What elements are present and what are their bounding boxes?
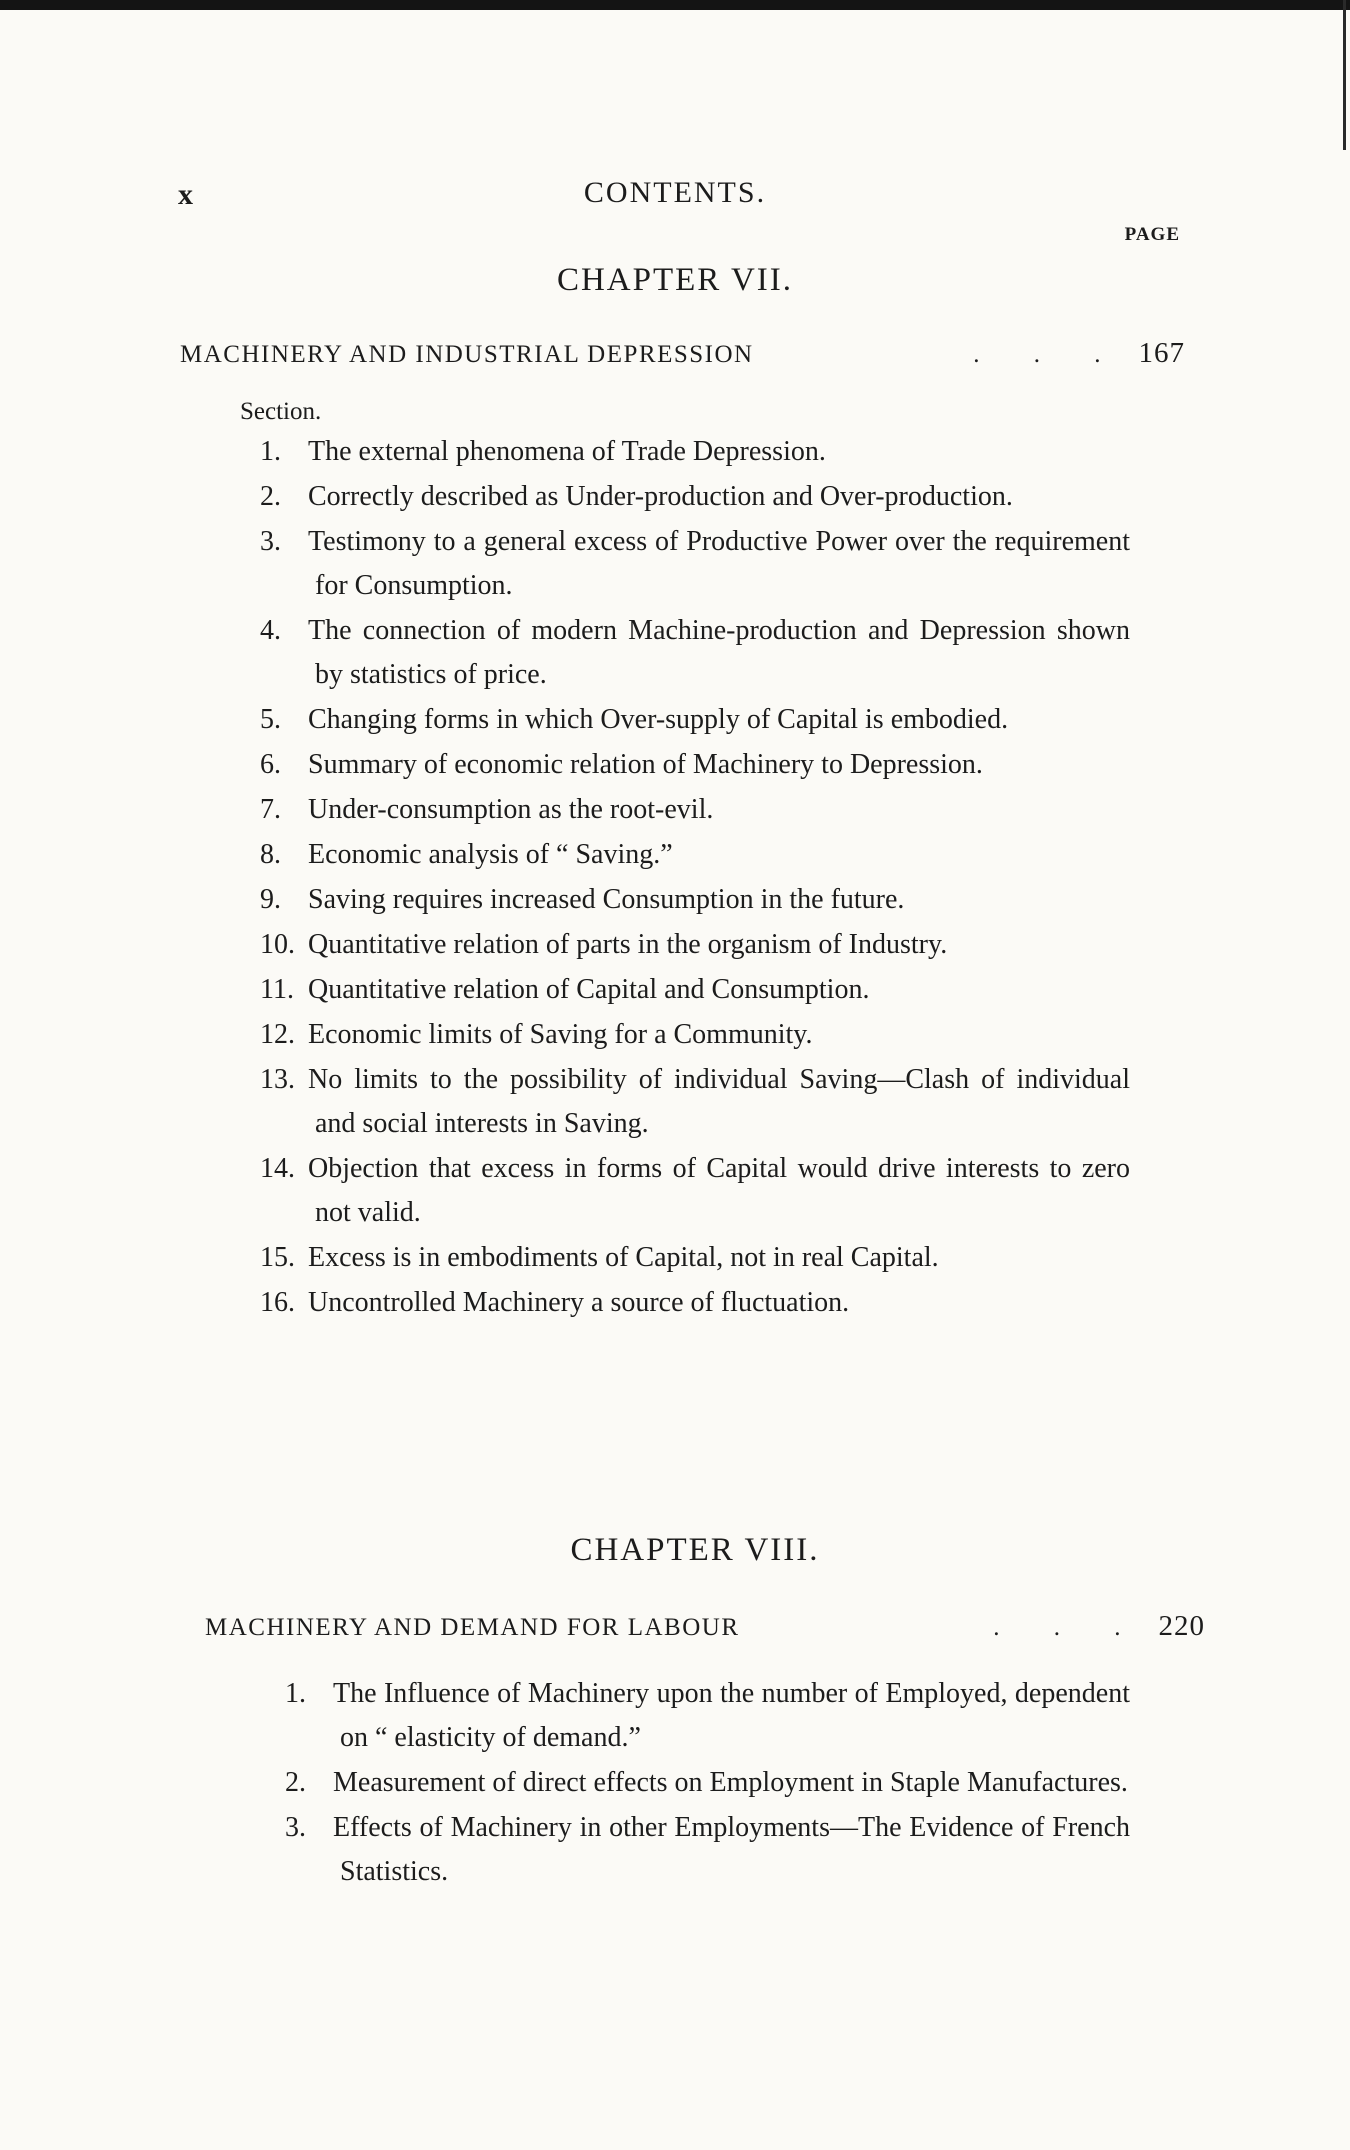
section-item — [260, 1147, 1130, 1235]
section-number: 14. — [260, 1153, 295, 1184]
section-item — [260, 609, 1130, 697]
section-text: Summary of economic relation of Machinery to Depression. — [308, 749, 983, 780]
section-item — [260, 1236, 1130, 1280]
section-number: 1. — [285, 1678, 306, 1709]
section-number: 10. — [260, 929, 295, 960]
page-number: x — [178, 178, 193, 211]
section-text: Effects of Machinery in other Employments—The Evidence of French Statistics. — [333, 1812, 1130, 1887]
chapter-8-page: 220 — [1158, 1610, 1205, 1642]
section-item — [260, 1281, 1130, 1325]
section-number: 7. — [260, 794, 281, 825]
section-number: 6. — [260, 749, 281, 780]
section-text: Testimony to a general excess of Productive Power over the requirement for Consumption. — [308, 526, 1130, 601]
section-item — [260, 923, 1130, 967]
section-number: 3. — [285, 1812, 306, 1843]
chapter-7-entry — [180, 337, 1185, 370]
section-label: Section. — [240, 398, 322, 425]
section-text: The Influence of Machinery upon the number of Employed, dependent on “ elasticity of demand.” — [333, 1678, 1130, 1753]
chapter-8-leader: . . . — [993, 1614, 1145, 1641]
section-number: 12. — [260, 1019, 295, 1050]
running-title: CONTENTS. — [583, 176, 767, 209]
chapter-8-section-list — [285, 1672, 1130, 1895]
section-number: 15. — [260, 1242, 295, 1273]
section-item — [260, 1058, 1130, 1146]
section-item — [260, 878, 1130, 922]
page-edge-mark — [1343, 0, 1346, 150]
chapter-7-page: 167 — [1138, 337, 1185, 369]
section-number: 3. — [260, 526, 281, 557]
section-text: Quantitative relation of Capital and Consumption. — [308, 974, 870, 1005]
chapter-8-title: MACHINERY AND DEMAND FOR LABOUR — [205, 1614, 740, 1641]
section-text: Objection that excess in forms of Capital would drive interests to zero not valid. — [308, 1153, 1130, 1228]
section-item — [260, 968, 1130, 1012]
section-text: Saving requires increased Consumption in the future. — [308, 884, 905, 915]
section-text: No limits to the possibility of individual Saving—Clash of individual and social interests in Saving. — [308, 1064, 1130, 1139]
section-item — [285, 1761, 1130, 1805]
chapter-7-heading: CHAPTER VII. — [556, 262, 794, 298]
section-number: 13. — [260, 1064, 295, 1095]
chapter-8-heading: CHAPTER VIII. — [570, 1532, 820, 1568]
section-text: Under-consumption as the root-evil. — [308, 794, 714, 825]
section-item — [285, 1672, 1130, 1760]
section-text: The external phenomena of Trade Depression. — [308, 436, 826, 467]
section-number: 11. — [260, 974, 294, 1005]
section-number: 2. — [260, 481, 281, 512]
section-number: 9. — [260, 884, 281, 915]
top-border — [0, 0, 1350, 10]
section-text: Excess is in embodiments of Capital, not in real Capital. — [308, 1242, 939, 1273]
section-text: Quantitative relation of parts in the organism of Industry. — [308, 929, 948, 960]
section-text: Changing forms in which Over-supply of Capital is embodied. — [308, 704, 1009, 735]
section-item — [260, 788, 1130, 832]
chapter-7-title: MACHINERY AND INDUSTRIAL DEPRESSION — [180, 341, 754, 368]
section-item — [260, 833, 1130, 877]
section-number: 16. — [260, 1287, 295, 1318]
chapter-8-entry — [205, 1610, 1205, 1643]
section-item — [260, 698, 1130, 742]
section-text: Economic analysis of “ Saving.” — [308, 839, 673, 870]
section-item — [260, 743, 1130, 787]
section-item — [260, 1013, 1130, 1057]
section-number: 8. — [260, 839, 281, 870]
section-text: Economic limits of Saving for a Community. — [308, 1019, 813, 1050]
section-text: Correctly described as Under-production and Over-production. — [308, 481, 1013, 512]
section-number: 5. — [260, 704, 281, 735]
section-item — [260, 430, 1130, 474]
section-number: 2. — [285, 1767, 306, 1798]
chapter-7-section-list — [260, 430, 1130, 1326]
section-item — [260, 475, 1130, 519]
section-item — [260, 520, 1130, 608]
section-text: Measurement of direct effects on Employment in Staple Manufactures. — [333, 1767, 1128, 1798]
section-text: Uncontrolled Machinery a source of fluctuation. — [308, 1287, 850, 1318]
page-column-label: PAGE — [1124, 224, 1180, 245]
section-number: 1. — [260, 436, 281, 467]
section-item — [285, 1806, 1130, 1894]
section-number: 4. — [260, 615, 281, 646]
section-text: The connection of modern Machine-production and Depression shown by statistics of price. — [308, 615, 1130, 690]
chapter-7-leader: . . . — [973, 341, 1125, 368]
